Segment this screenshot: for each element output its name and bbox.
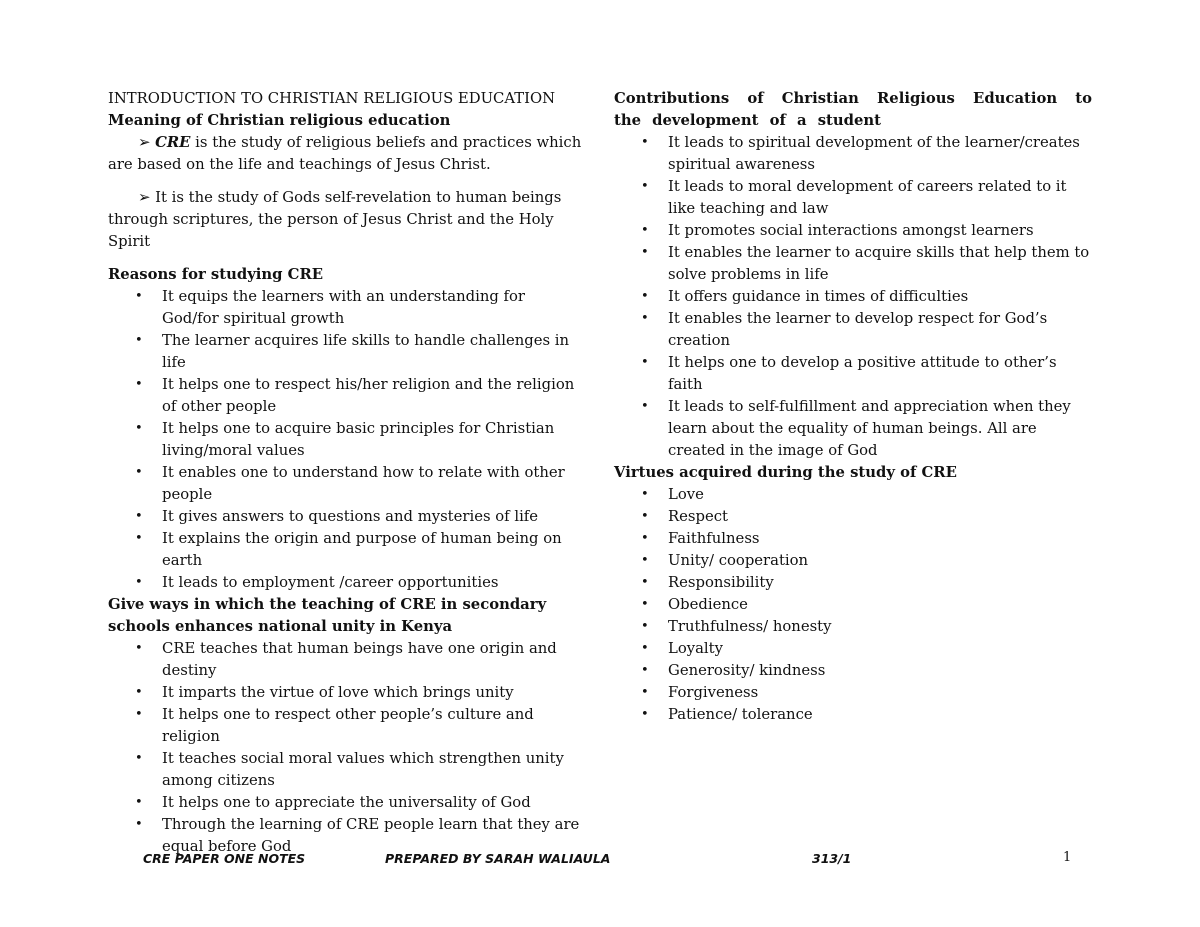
round-bullet-icon: • xyxy=(641,575,649,590)
round-bullet-icon: • xyxy=(641,707,649,722)
list-item-text: Love xyxy=(668,486,704,503)
footer-author: PREPARED BY SARAH WALIAULA xyxy=(385,851,611,866)
list-item xyxy=(108,792,586,814)
round-bullet-icon: • xyxy=(135,465,143,480)
list-item xyxy=(614,660,1092,682)
list-item xyxy=(108,528,586,572)
list-item xyxy=(108,682,586,704)
list-item xyxy=(614,220,1092,242)
round-bullet-icon: • xyxy=(641,289,649,304)
list-item-text: Forgiveness xyxy=(668,684,759,701)
footer-left-text: CRE PAPER ONE NOTES xyxy=(143,851,306,866)
list-item xyxy=(108,638,586,682)
meaning-paragraph-2 xyxy=(108,187,586,253)
list-item-text: Loyalty xyxy=(668,640,723,657)
virtues-list xyxy=(614,484,1092,726)
list-item-text: Faithfulness xyxy=(668,530,760,547)
round-bullet-icon: • xyxy=(641,355,649,370)
list-item-text: Respect xyxy=(668,508,728,525)
list-item xyxy=(108,286,586,330)
list-item-text: It enables the learner to acquire skills that help them to solve problems in life xyxy=(668,244,1090,283)
list-item xyxy=(108,748,586,792)
document-title: INTRODUCTION TO CHRISTIAN RELIGIOUS EDUCATION xyxy=(108,90,556,107)
list-item-text: It leads to self-fulfillment and appreciation when they learn about the equality of human beings. All are created in the image of God xyxy=(668,398,1071,459)
list-item xyxy=(614,176,1092,220)
list-item-text: It enables one to understand how to relate with other people xyxy=(162,464,565,503)
round-bullet-icon: • xyxy=(135,509,143,524)
round-bullet-icon: • xyxy=(641,531,649,546)
list-item xyxy=(614,616,1092,638)
list-item-text: CRE teaches that human beings have one origin and destiny xyxy=(162,640,557,679)
list-item-text: Obedience xyxy=(668,596,748,613)
round-bullet-icon: • xyxy=(135,333,143,348)
meaning-paragraph-2-text: It is the study of Gods self-revelation to human beings through scriptures, the person of Jesus Christ and the Holy Spirit xyxy=(108,189,562,250)
round-bullet-icon: • xyxy=(641,135,649,150)
list-item-text: It leads to employment /career opportunities xyxy=(162,574,499,591)
list-item xyxy=(614,352,1092,396)
list-item xyxy=(614,132,1092,176)
round-bullet-icon: • xyxy=(641,223,649,238)
list-item-text: Patience/ tolerance xyxy=(668,706,813,723)
arrowhead-bullet-icon: ➢ xyxy=(138,134,156,151)
round-bullet-icon: • xyxy=(135,685,143,700)
footer-paper-code: 313/1 xyxy=(812,851,852,866)
meaning-paragraph-1-text: is the study of religious beliefs and practices which are based on the life and teachings of Jesus Christ. xyxy=(108,134,582,173)
list-item xyxy=(108,374,586,418)
list-item xyxy=(614,550,1092,572)
unity-list xyxy=(108,638,586,858)
list-item-text: Generosity/ kindness xyxy=(668,662,826,679)
round-bullet-icon: • xyxy=(135,289,143,304)
list-item-text: It enables the learner to develop respect for God’s creation xyxy=(668,310,1048,349)
list-item-text: Unity/ cooperation xyxy=(668,552,809,569)
round-bullet-icon: • xyxy=(135,641,143,656)
list-item-text: Truthfulness/ honesty xyxy=(668,618,832,635)
list-item-text: It explains the origin and purpose of human being on earth xyxy=(162,530,562,569)
list-item-text: Responsibility xyxy=(668,574,774,591)
unity-heading: Give ways in which the teaching of CRE in secondary schools enhances national unity in Kenya xyxy=(108,596,547,635)
list-item-text: It offers guidance in times of difficulties xyxy=(668,288,969,305)
list-item-text: Through the learning of CRE people learn that they are equal before God xyxy=(162,816,580,855)
round-bullet-icon: • xyxy=(641,597,649,612)
list-item xyxy=(614,242,1092,286)
round-bullet-icon: • xyxy=(641,509,649,524)
list-item xyxy=(108,704,586,748)
list-item-text: It helps one to appreciate the universality of God xyxy=(162,794,531,811)
list-item-text: It helps one to respect his/her religion and the religion of other people xyxy=(162,376,575,415)
arrowhead-bullet-icon: ➢ xyxy=(138,189,156,206)
round-bullet-icon: • xyxy=(641,553,649,568)
left-column xyxy=(108,88,586,858)
round-bullet-icon: • xyxy=(135,575,143,590)
list-item-text: It gives answers to questions and mysteries of life xyxy=(162,508,539,525)
meaning-heading: Meaning of Christian religious education xyxy=(108,112,451,129)
page-number: 1 xyxy=(1063,850,1072,865)
list-item xyxy=(614,308,1092,352)
list-item xyxy=(614,682,1092,704)
reasons-heading: Reasons for studying CRE xyxy=(108,266,324,283)
list-item-text: It helps one to develop a positive attitude to other’s faith xyxy=(668,354,1057,393)
contributions-list xyxy=(614,132,1092,462)
round-bullet-icon: • xyxy=(135,377,143,392)
list-item xyxy=(614,638,1092,660)
round-bullet-icon: • xyxy=(135,817,143,832)
list-item-text: It imparts the virtue of love which brings unity xyxy=(162,684,514,701)
list-item-text: It helps one to respect other people’s culture and religion xyxy=(162,706,534,745)
list-item-text: It leads to spiritual development of the learner/creates spiritual awareness xyxy=(668,134,1080,173)
list-item xyxy=(614,506,1092,528)
round-bullet-icon: • xyxy=(135,751,143,766)
list-item xyxy=(108,418,586,462)
list-item xyxy=(614,704,1092,726)
list-item xyxy=(108,572,586,594)
list-item xyxy=(108,462,586,506)
reasons-list xyxy=(108,286,586,594)
round-bullet-icon: • xyxy=(641,619,649,634)
round-bullet-icon: • xyxy=(641,179,649,194)
round-bullet-icon: • xyxy=(135,707,143,722)
cre-term: CRE xyxy=(155,134,191,151)
list-item xyxy=(614,396,1092,462)
round-bullet-icon: • xyxy=(641,641,649,656)
list-item xyxy=(614,484,1092,506)
round-bullet-icon: • xyxy=(135,795,143,810)
list-item xyxy=(108,506,586,528)
list-item xyxy=(614,286,1092,308)
round-bullet-icon: • xyxy=(641,685,649,700)
list-item-text: It leads to moral development of careers related to it like teaching and law xyxy=(668,178,1067,217)
list-item-text: It helps one to acquire basic principles for Christian living/moral values xyxy=(162,420,555,459)
round-bullet-icon: • xyxy=(641,663,649,678)
list-item-text: It promotes social interactions amongst learners xyxy=(668,222,1034,239)
right-column xyxy=(614,88,1092,726)
list-item xyxy=(108,330,586,374)
list-item xyxy=(614,572,1092,594)
round-bullet-icon: • xyxy=(641,399,649,414)
virtues-heading: Virtues acquired during the study of CRE xyxy=(614,464,957,481)
list-item-text: It equips the learners with an understanding for God/for spiritual growth xyxy=(162,288,525,327)
round-bullet-icon: • xyxy=(641,311,649,326)
list-item xyxy=(614,528,1092,550)
round-bullet-icon: • xyxy=(641,487,649,502)
list-item xyxy=(614,594,1092,616)
round-bullet-icon: • xyxy=(135,421,143,436)
list-item-text: It teaches social moral values which strengthen unity among citizens xyxy=(162,750,564,789)
meaning-paragraph-1 xyxy=(108,132,586,176)
contributions-heading: Contributions of Christian Religious Education to the development of a student xyxy=(614,90,1092,129)
list-item-text: The learner acquires life skills to handle challenges in life xyxy=(162,332,570,371)
round-bullet-icon: • xyxy=(135,531,143,546)
round-bullet-icon: • xyxy=(641,245,649,260)
